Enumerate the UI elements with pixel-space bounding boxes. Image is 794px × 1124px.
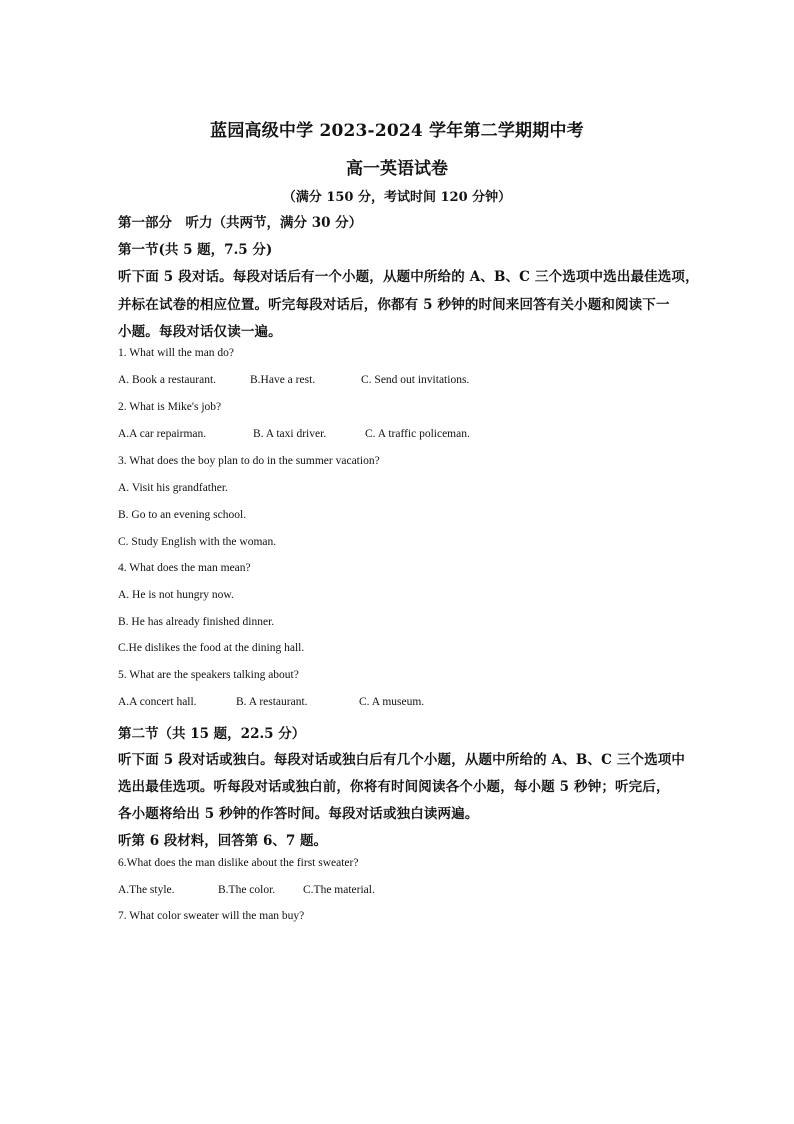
question-6-option-a: A.The style.	[118, 884, 175, 896]
material-6-heading: 听第 6 段材料，回答第 6、7 题。	[118, 833, 327, 849]
section2-instruction-line: 各小题将给出 5 秒钟的作答时间。每段对话或独白读两遍。	[118, 806, 479, 822]
question-3-option-c: C. Study English with the woman.	[118, 536, 277, 548]
question-6-stem: 6.What does the man dislike about the first sweater?	[118, 857, 359, 869]
section1-instruction-line: 小题。每段对话仅读一遍。	[118, 324, 282, 340]
question-4-option-a: A. He is not hungry now.	[118, 589, 234, 601]
question-6-option-b: B.The color.	[218, 884, 276, 896]
question-3-option-a: A. Visit his grandfather.	[118, 482, 228, 494]
question-5-option-b: B. A restaurant.	[236, 696, 308, 708]
question-1-option-b: B.Have a rest.	[250, 374, 316, 386]
question-2-stem: 2. What is Mike's job?	[118, 401, 222, 413]
question-3-option-b: B. Go to an evening school.	[118, 509, 247, 521]
question-6-option-c: C.The material.	[303, 884, 375, 896]
section2-instruction-line: 听下面 5 段对话或独白。每段对话或独白后有几个小题，从题中所给的 A、B、C 三个选项中	[118, 752, 686, 768]
question-2-option-c: C. A traffic policeman.	[365, 428, 470, 440]
question-1-stem: 1. What will the man do?	[118, 347, 235, 359]
question-1-option-c: C. Send out invitations.	[361, 374, 470, 386]
question-5-stem: 5. What are the speakers talking about?	[118, 669, 299, 681]
exam-title: 蓝园高级中学 2023-2024 学年第二学期期中考	[210, 121, 584, 141]
exam-subtitle: 高一英语试卷	[346, 159, 448, 179]
question-3-stem: 3. What does the boy plan to do in the summer vacation?	[118, 455, 380, 467]
question-7-stem: 7. What color sweater will the man buy?	[118, 910, 305, 922]
section1-instruction-line: 听下面 5 段对话。每段对话后有一个小题，从题中所给的 A、B、C 三个选项中选出最佳选项，	[118, 269, 699, 285]
question-4-option-b: B. He has already finished dinner.	[118, 616, 275, 628]
section2-heading: 第二节（共 15 题，22.5 分）	[118, 726, 306, 742]
section1-heading: 第一节(共 5 题，7.5 分)	[118, 242, 273, 258]
question-2-option-a: A.A car repairman.	[118, 428, 207, 440]
section2-instruction-line: 选出最佳选项。听每段对话或独白前，你将有时间阅读各个小题，每小题 5 秒钟；听完后，	[118, 779, 670, 795]
question-4-option-c: C.He dislikes the food at the dining hall.	[118, 642, 305, 654]
question-2-option-b: B. A taxi driver.	[253, 428, 327, 440]
section1-instruction-line: 并标在试卷的相应位置。听完每段对话后，你都有 5 秒钟的时间来回答有关小题和阅读下一	[118, 297, 670, 313]
question-5-option-c: C. A museum.	[359, 696, 425, 708]
exam-score-note: （满分 150 分，考试时间 120 分钟）	[282, 190, 512, 205]
question-5-option-a: A.A concert hall.	[118, 696, 197, 708]
question-4-stem: 4. What does the man mean?	[118, 562, 251, 574]
part1-heading: 第一部分 听力（共两节，满分 30 分）	[118, 215, 363, 231]
question-1-option-a: A. Book a restaurant.	[118, 374, 217, 386]
